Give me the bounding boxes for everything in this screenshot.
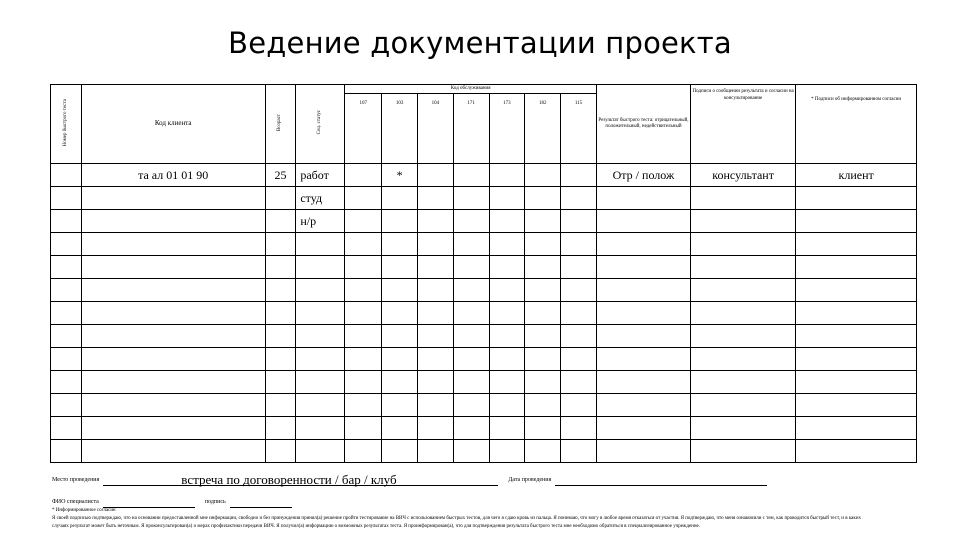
header-client-code: Код клиента (81, 85, 265, 164)
header-service-code: Код обслуживания (345, 85, 597, 94)
service-code-173: 173 (489, 94, 525, 164)
table-row (51, 210, 917, 233)
note-text: Я своей подписью подтверждаю, что на основании предоставленной мне информации, свободно и без принуждения принял(а) решение пройти тестирование на ВИЧ с использованием быстрых тестов, для чего я сдаю кровь из пальца. Я понимаю, что могу в любое время отказаться от участия. Я подтверждаю, что меня ознакомили с тем, как проводится быстрый тест, и в каких случаях результат может быть неточным. Я проконсультирован(а) о мерах профилактики передачи ВИЧ. Я получил(а) информацию о возможных результатах теста. Я проинформирован(а), что для подтверждения результата быстрого теста мне необходимо обратиться в специализированное учреждение. (52, 515, 861, 529)
header-consent-result: Подписи о сообщении результата и согласии на консультирование (690, 85, 795, 164)
table-row (51, 279, 917, 302)
table-row (51, 371, 917, 394)
result-cell[interactable]: Отр / полож (596, 164, 690, 187)
consent-info-cell[interactable]: клиент (796, 164, 917, 187)
service-code-115: 115 (561, 94, 597, 164)
social-status-cell[interactable]: н/р (296, 210, 345, 233)
service-code-171: 171 (453, 94, 489, 164)
project-documentation-table (50, 84, 917, 463)
specialist-label: ФИО специалиста (52, 499, 99, 505)
place-value: встреча по договоренности / бар / клуб (181, 472, 397, 487)
header-social-status: Соц. статус (296, 85, 345, 164)
service-cell[interactable] (489, 164, 525, 187)
page-title: Ведение документации проекта (228, 26, 732, 60)
header-test-number: Номер быстрого теста (51, 85, 82, 164)
service-code-182: 182 (525, 94, 561, 164)
table-row (51, 164, 917, 187)
table-row (51, 302, 917, 325)
service-code-103: 103 (382, 94, 418, 164)
header-consent-info: * Подписи об информированном согласии (796, 85, 917, 164)
place-field[interactable] (103, 471, 498, 486)
table-row (51, 325, 917, 348)
service-cell[interactable] (525, 164, 561, 187)
table-row (51, 233, 917, 256)
service-mark-cell[interactable]: * (382, 164, 418, 187)
service-cell[interactable] (561, 164, 597, 187)
signature-label: подпись (204, 499, 226, 505)
client-code-cell[interactable]: та ал 01 01 90 (81, 164, 265, 187)
table-row (51, 417, 917, 440)
table-row (51, 440, 917, 463)
social-status-cell[interactable]: студ (296, 187, 345, 210)
header-age: Возраст (265, 85, 296, 164)
note-heading: * Информированное согласие: (52, 508, 117, 513)
service-code-107: 107 (345, 94, 382, 164)
place-label: Место проведения (52, 477, 100, 483)
header-result: Результат быстрого теста: отрицательный, положительный, недействительный (596, 85, 690, 164)
table-row (51, 256, 917, 279)
place-row (52, 468, 767, 486)
informed-consent-note (52, 507, 872, 530)
consent-result-cell[interactable]: консультант (690, 164, 795, 187)
service-code-104: 104 (417, 94, 453, 164)
specialist-row (52, 490, 292, 508)
service-cell[interactable] (453, 164, 489, 187)
test-number-cell[interactable] (51, 164, 82, 187)
table-row (51, 187, 917, 210)
age-cell[interactable]: 25 (265, 164, 296, 187)
service-cell[interactable] (345, 164, 382, 187)
date-label: Дата проведения (508, 477, 552, 483)
table-row (51, 348, 917, 371)
service-cell[interactable] (417, 164, 453, 187)
social-status-cell[interactable]: работ (296, 164, 345, 187)
date-field[interactable] (555, 473, 767, 486)
table-row (51, 394, 917, 417)
